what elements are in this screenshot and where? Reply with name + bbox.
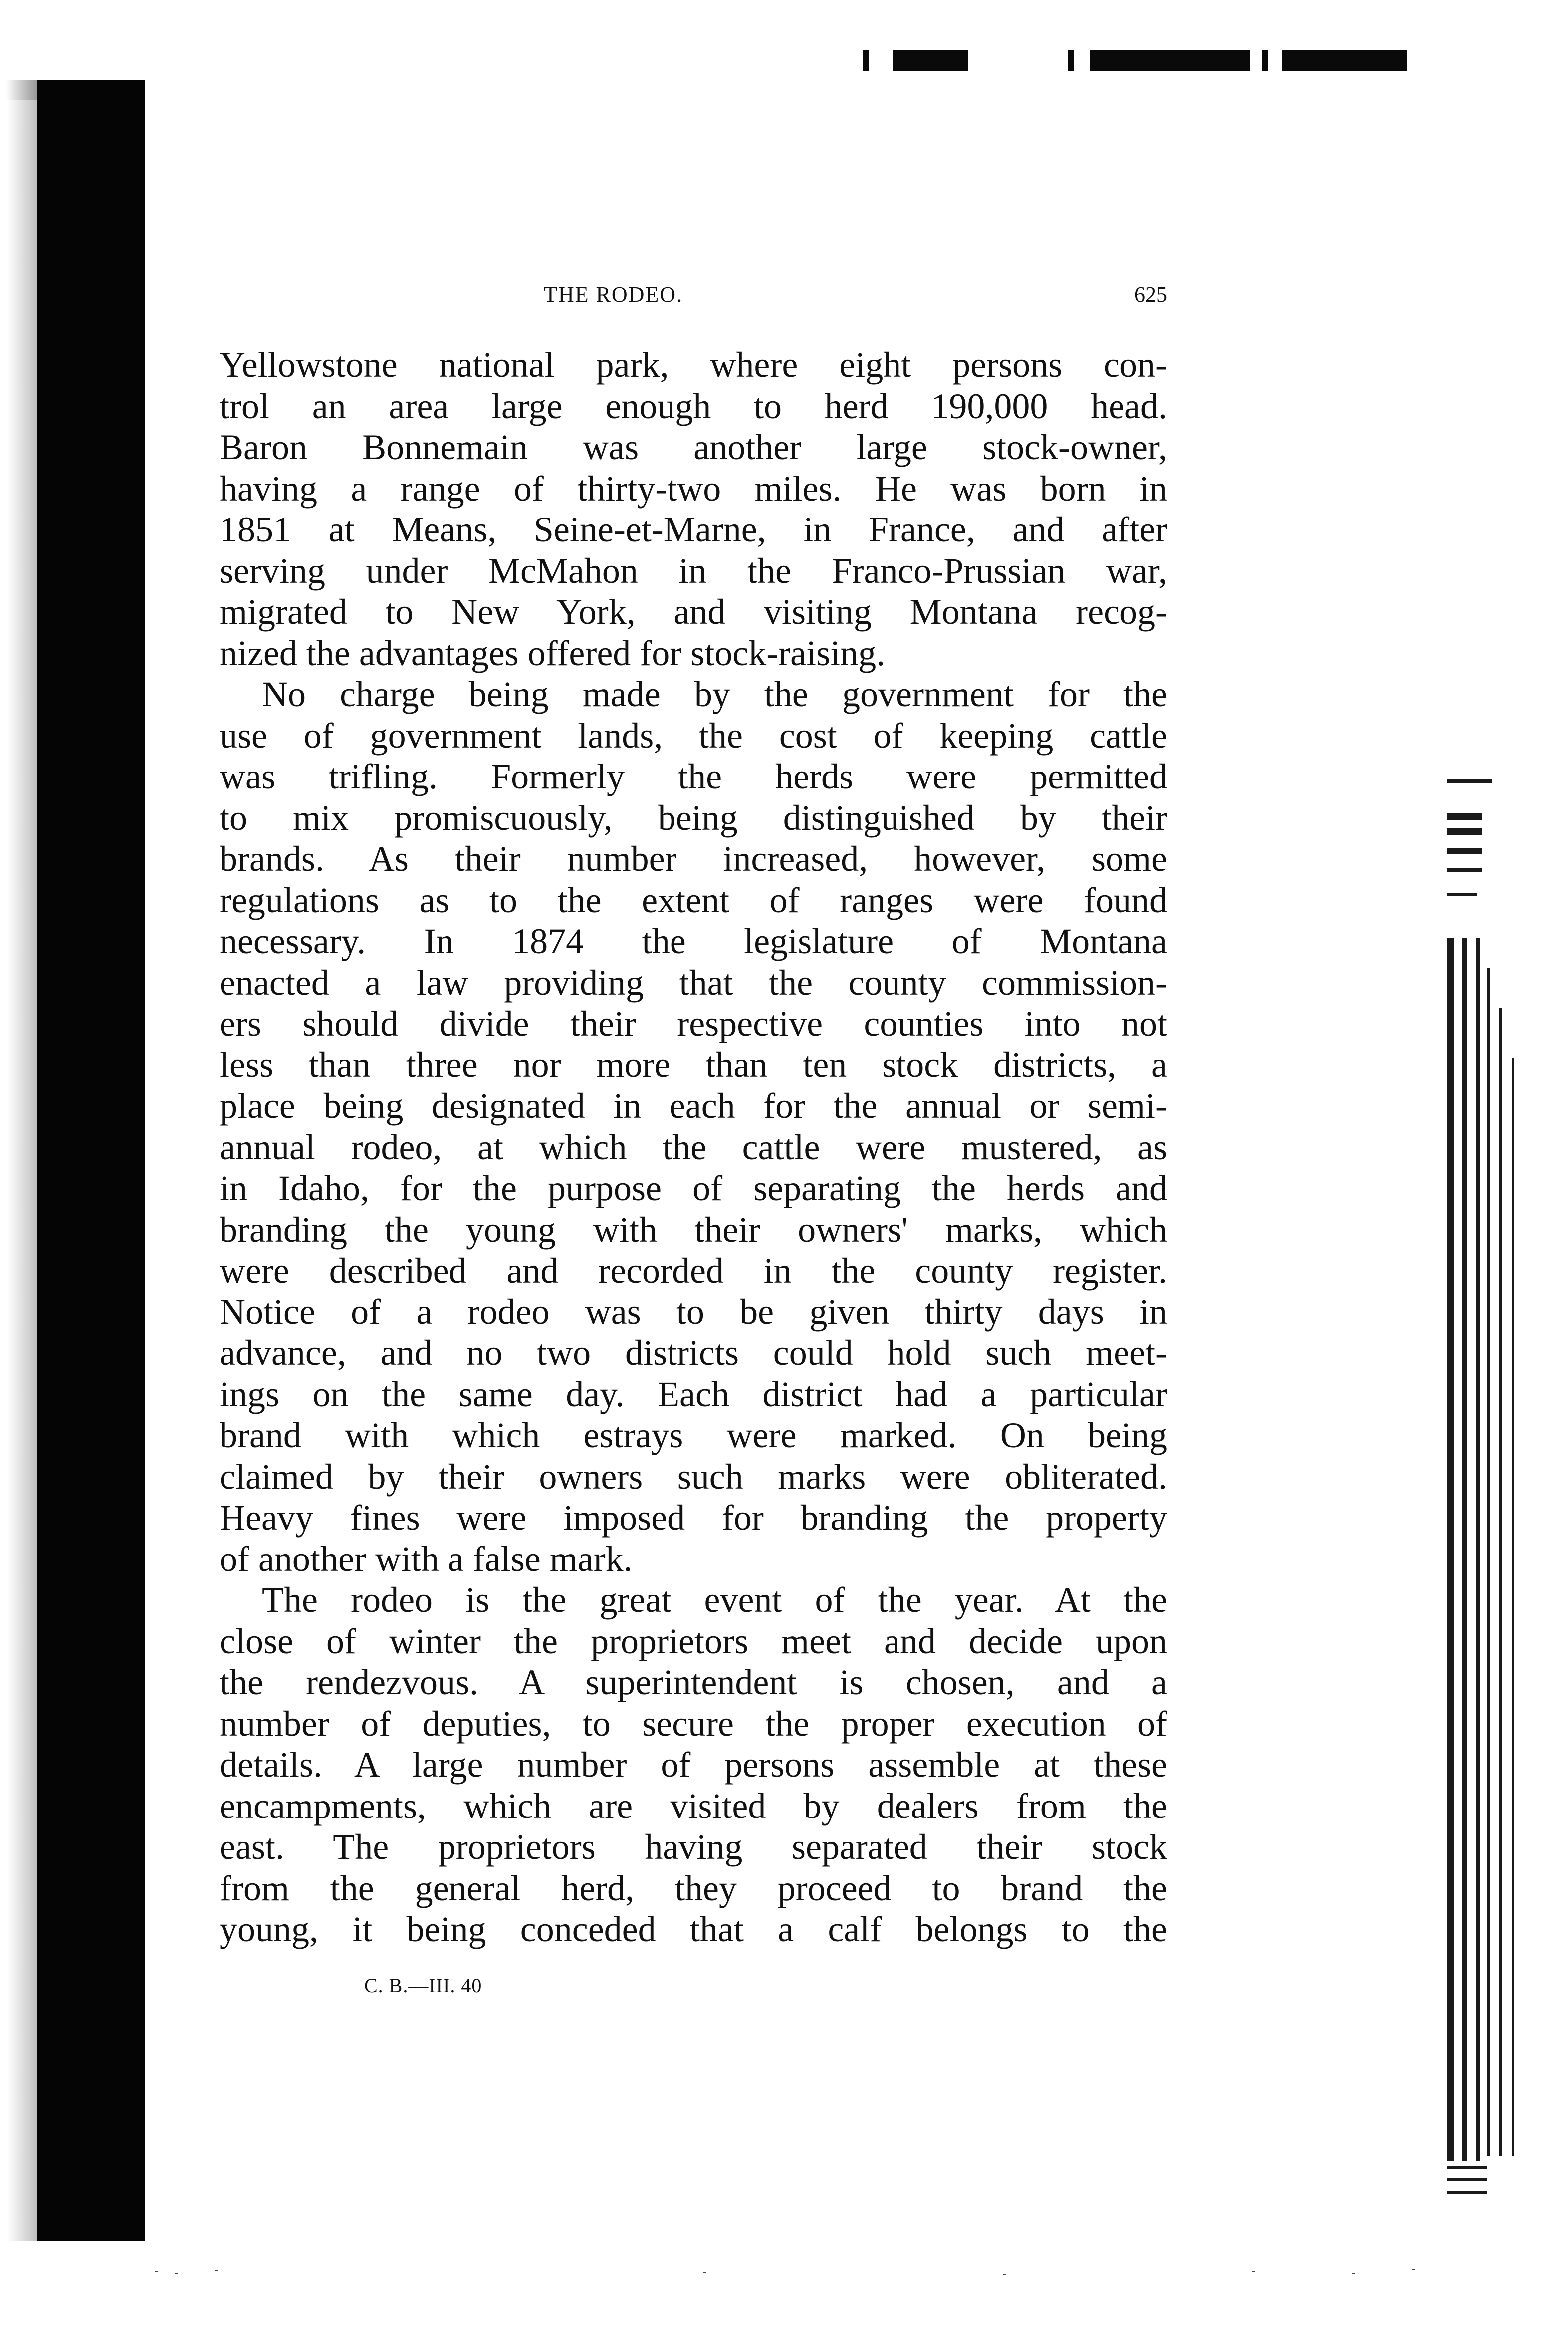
text-line: in Idaho, for the purpose of separating the herds and [220, 1168, 1167, 1208]
text-line: advance, and no two districts could hold such meet- [220, 1333, 1167, 1373]
text-line: The rodeo is the great event of the year. At the [262, 1580, 1167, 1620]
running-head [220, 282, 1167, 312]
text-line: Heavy fines were imposed for branding the property [220, 1498, 1167, 1538]
text-line: brands. As their number increased, however, some [220, 839, 1167, 879]
scan-mark-top-5 [1262, 50, 1268, 71]
text-line: young, it being conceded that a calf belongs to the [220, 1909, 1167, 1949]
scan-bottom-noise [155, 2266, 1452, 2281]
text-line: were described and recorded in the county register. [220, 1251, 1167, 1291]
paragraph [220, 674, 1167, 1579]
text-line: of another with a false mark. [220, 1539, 633, 1579]
text-line: No charge being made by the government for the [262, 674, 1167, 714]
text-line: was trifling. Formerly the herds were permitted [220, 757, 1167, 796]
text-line: necessary. In 1874 the legislature of Montana [220, 921, 1167, 961]
text-line: to mix promiscuously, being distinguished by their [220, 797, 1167, 838]
text-line: east. The proprietors having separated their stock [220, 1827, 1167, 1867]
page-number: 625 [1134, 282, 1167, 307]
paragraph [220, 344, 1167, 674]
scan-mark-top-1 [863, 50, 869, 71]
scan-mark-top-6 [1282, 50, 1407, 71]
text-line: Notice of a rodeo was to be given thirty days in [220, 1292, 1167, 1332]
paragraph [220, 1579, 1167, 1950]
text-line: ings on the same day. Each district had a particular [220, 1374, 1167, 1414]
text-line: migrated to New York, and visiting Montana recog- [220, 592, 1167, 632]
text-line: close of winter the proprietors meet and decide upon [220, 1621, 1167, 1661]
text-line: 1851 at Means, Seine-et-Marne, in France, and after [220, 510, 1167, 549]
scan-mark-top-3 [1068, 50, 1074, 71]
text-line: annual rodeo, at which the cattle were mustered, as [220, 1127, 1167, 1167]
text-line: brand with which estrays were marked. On being [220, 1415, 1167, 1455]
text-line: number of deputies, to secure the proper execution of [220, 1703, 1167, 1744]
signature-mark: C. B.—III. 40 [364, 1974, 482, 1997]
scan-right-edge-noise [1437, 759, 1552, 2206]
text-line: use of government lands, the cost of keeping cattle [220, 715, 1167, 756]
text-line: claimed by their owners such marks were obliterated. [220, 1456, 1167, 1497]
text-line: regulations as to the extent of ranges were found [220, 880, 1167, 920]
text-line: branding the young with their owners' marks, which [220, 1209, 1167, 1250]
text-line: enacted a law providing that the county commission- [220, 962, 1167, 1003]
text-line: the rendezvous. A superintendent is chosen, and a [220, 1662, 1167, 1702]
text-line: encampments, which are visited by dealers from the [220, 1786, 1167, 1826]
scan-mark-top-4 [1090, 50, 1250, 71]
running-head-title: THE RODEO. [544, 282, 683, 307]
text-line: place being designated in each for the annual or semi- [220, 1086, 1167, 1126]
text-line: trol an area large enough to herd 190,000 head. [220, 386, 1167, 426]
text-line: details. A large number of persons assemble at these [220, 1745, 1167, 1785]
text-line: less than three nor more than ten stock districts, a [220, 1044, 1167, 1085]
scan-mark-top-2 [893, 50, 968, 71]
text-line: ers should divide their respective counties into not [220, 1004, 1167, 1043]
text-line: Yellowstone national park, where eight persons con- [220, 345, 1167, 385]
text-line: serving under McMahon in the Franco-Prussian war, [220, 550, 1167, 591]
text-line: having a range of thirty-two miles. He was born in [220, 468, 1167, 509]
text-line: nized the advantages offered for stock-raising. [220, 633, 886, 673]
text-line: from the general herd, they proceed to brand the [220, 1868, 1167, 1908]
scan-binding-edge [37, 80, 145, 2241]
text-line: Baron Bonnemain was another large stock-owner, [220, 427, 1167, 467]
body-text [220, 344, 1167, 1950]
